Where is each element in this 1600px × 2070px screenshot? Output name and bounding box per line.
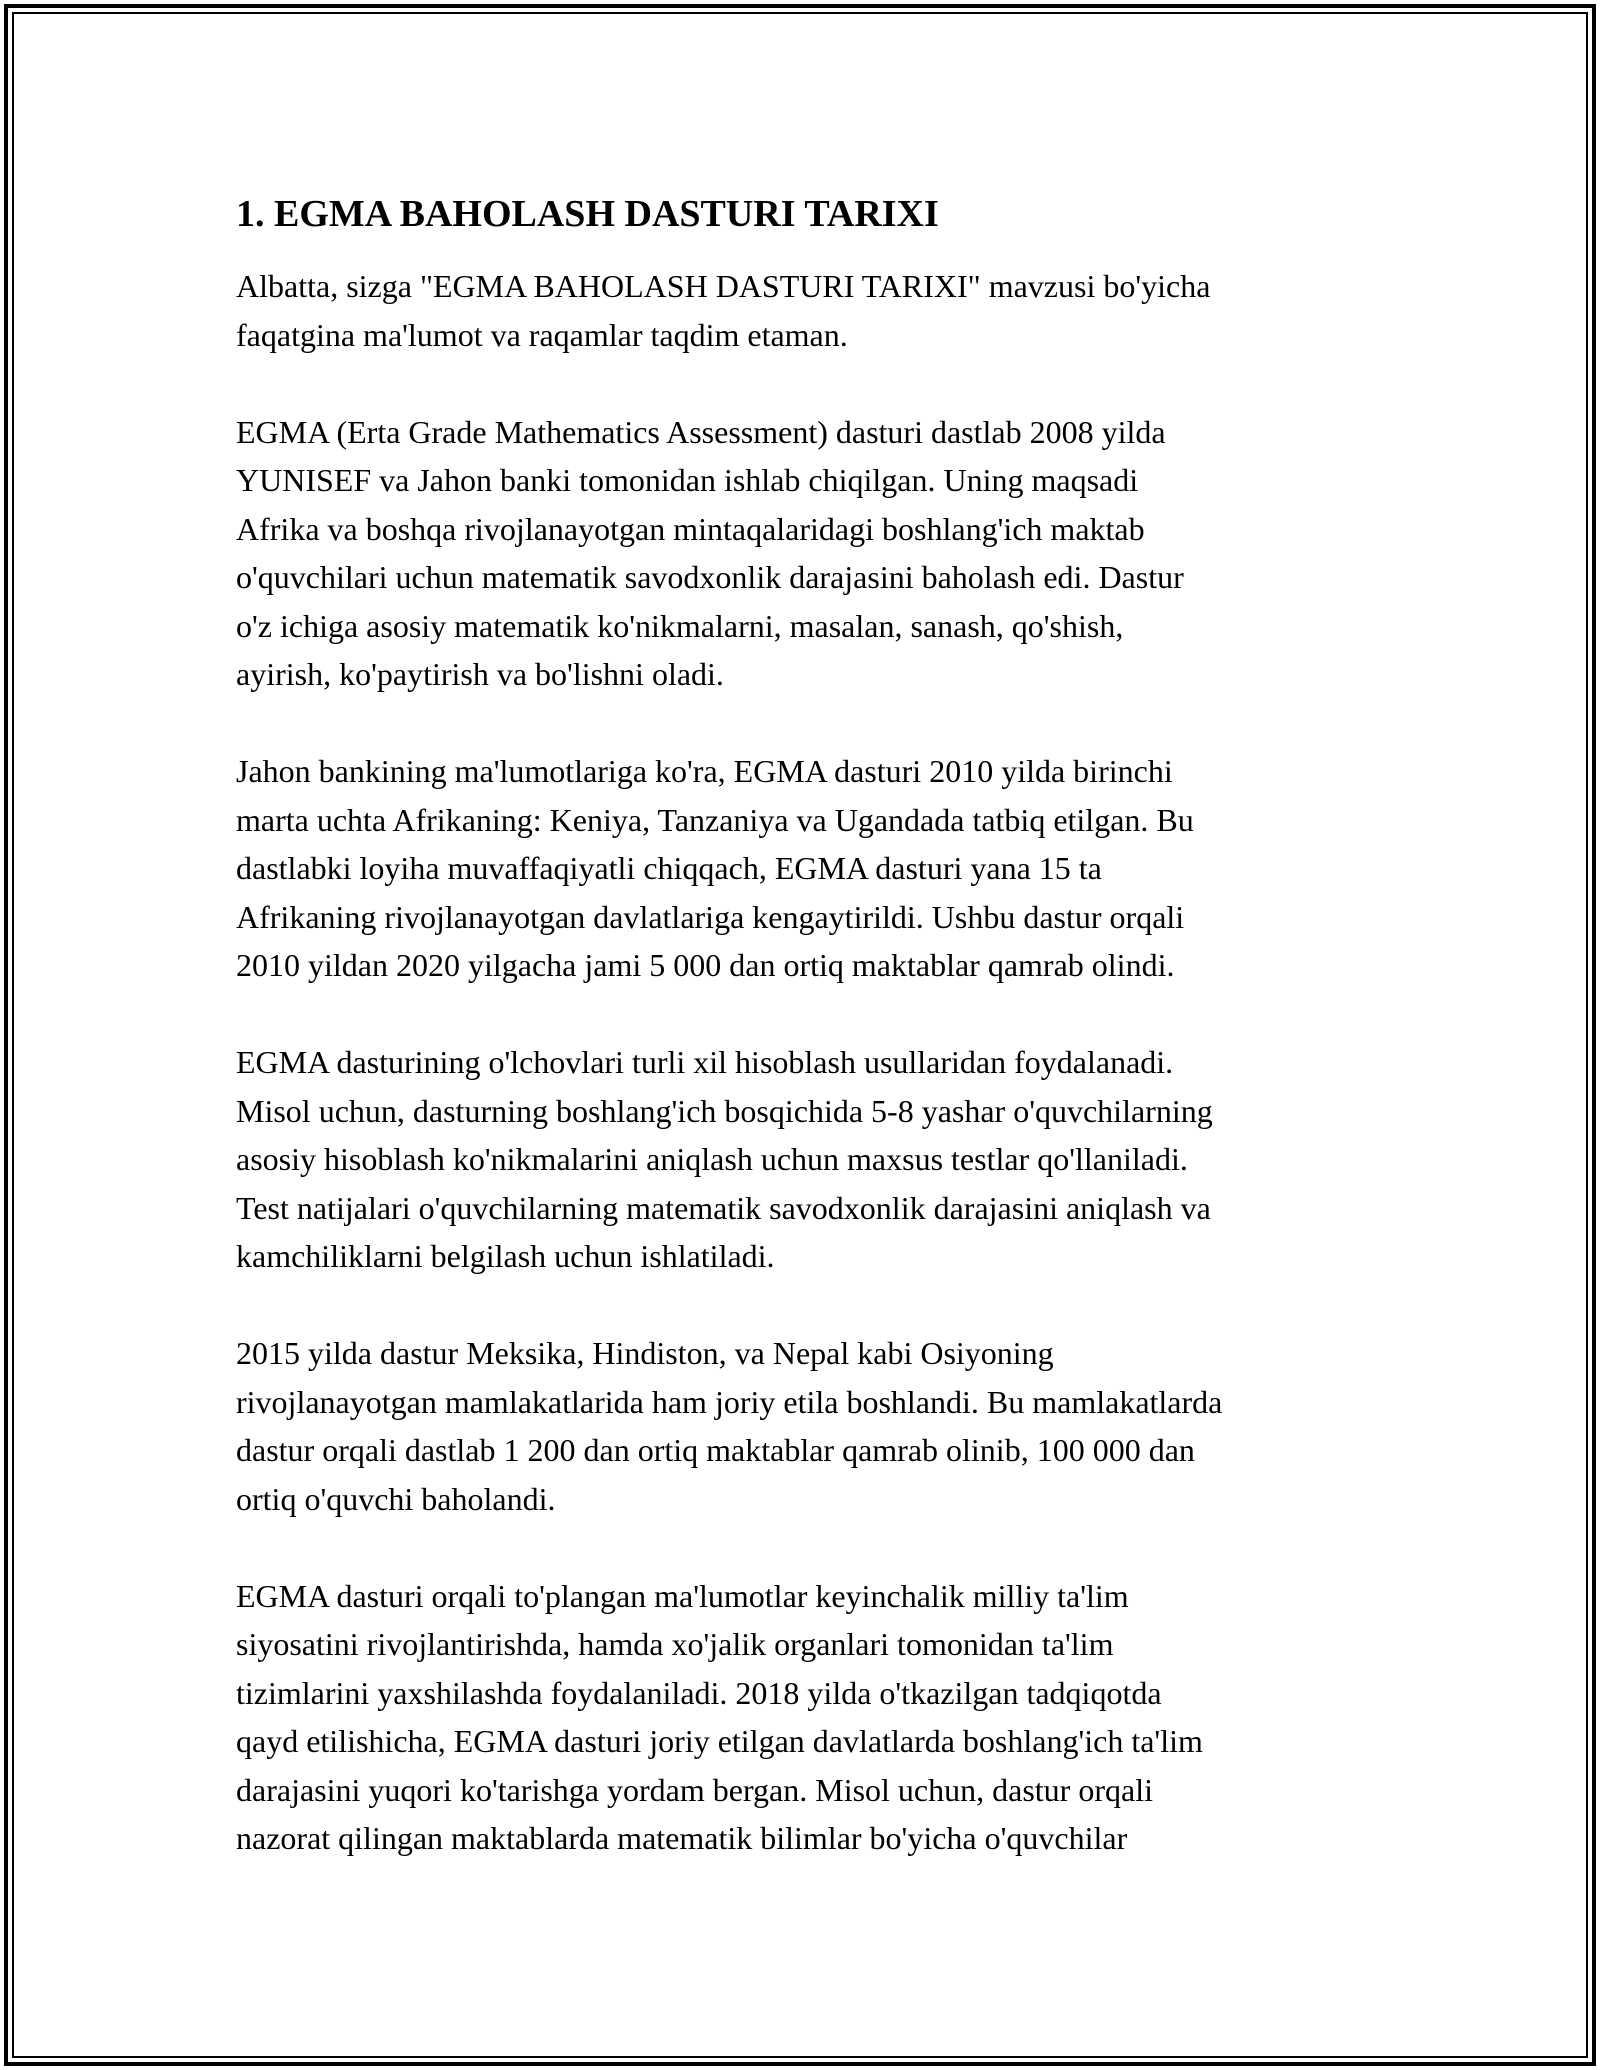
paragraph-line: tizimlarini yaxshilashda foydalaniladi. 2018 yilda o'tkazilgan tadqiqotda — [236, 1674, 1162, 1711]
paragraph-line: rivojlanayotgan mamlakatlarida ham joriy etila boshlandi. Bu mamlakatlarda — [236, 1383, 1223, 1420]
paragraph-line: siyosatini rivojlantirishda, hamda xo'jalik organlari tomonidan ta'lim — [236, 1626, 1114, 1662]
paragraph-3 — [236, 747, 1376, 990]
paragraph-line: EGMA (Erta Grade Mathematics Assessment) dasturi dastlab 2008 yilda — [236, 413, 1166, 450]
paragraph-6 — [236, 1572, 1376, 1863]
paragraph-line: asosiy hisoblash ko'nikmalarini aniqlash uchun maxsus testlar qo'llaniladi. — [236, 1141, 1188, 1177]
document-body — [236, 186, 1376, 1911]
paragraph-line: Albatta, sizga "EGMA BAHOLASH DASTURI TARIXI" mavzusi bo'yicha — [236, 268, 1211, 304]
paragraph-line: faqatgina ma'lumot va raqamlar taqdim etaman. — [236, 316, 848, 353]
paragraph-1 — [236, 262, 1376, 359]
paragraph-line: Test natijalari o'quvchilarning matematik savodxonlik darajasini aniqlash va — [236, 1189, 1211, 1226]
paragraph-line: marta uchta Afrikaning: Keniya, Tanzaniya va Ugandada tatbiq etilgan. Bu — [236, 801, 1194, 838]
paragraph-line: nazorat qilingan maktablarda matematik bilimlar bo'yicha o'quvchilar — [236, 1820, 1128, 1856]
paragraph-line: ayirish, ko'paytirish va bo'lishni oladi. — [236, 656, 724, 692]
paragraph-list — [236, 262, 1376, 1863]
paragraph-line: kamchiliklarni belgilash uchun ishlatiladi. — [236, 1238, 775, 1274]
paragraph-line: 2015 yilda dastur Meksika, Hindiston, va Nepal kabi Osiyoning — [236, 1335, 1054, 1371]
paragraph-line: Afrika va boshqa rivojlanayotgan mintaqalaridagi boshlang'ich maktab — [236, 510, 1145, 547]
paragraph-line: dastlabki loyiha muvaffaqiyatli chiqqach, EGMA dasturi yana 15 ta — [236, 850, 1102, 886]
paragraph-line: EGMA dasturi orqali to'plangan ma'lumotlar keyinchalik milliy ta'lim — [236, 1577, 1129, 1614]
paragraph-line: EGMA dasturining o'lchovlari turli xil hisoblash usullaridan foydalanadi. — [236, 1044, 1174, 1080]
paragraph-5 — [236, 1329, 1376, 1523]
paragraph-line: Jahon bankining ma'lumotlariga ko'ra, EGMA dasturi 2010 yilda birinchi — [236, 753, 1173, 789]
paragraph-line: qayd etilishicha, EGMA dasturi joriy etilgan davlatlarda boshlang'ich ta'lim — [236, 1723, 1203, 1759]
paragraph-2 — [236, 408, 1376, 699]
paragraph-line: YUNISEF va Jahon banki tomonidan ishlab chiqilgan. Uning maqsadi — [236, 462, 1139, 498]
paragraph-line: dastur orqali dastlab 1 200 dan ortiq maktablar qamrab olinib, 100 000 dan — [236, 1432, 1195, 1468]
paragraph-line: darajasini yuqori ko'tarishga yordam bergan. Misol uchun, dastur orqali — [236, 1771, 1153, 1808]
paragraph-line: o'quvchilari uchun matematik savodxonlik darajasini baholash edi. Dastur — [236, 559, 1184, 595]
document-title: 1. EGMA BAHOLASH DASTURI TARIXI — [236, 193, 939, 235]
paragraph-line: Afrikaning rivojlanayotgan davlatlariga kengaytirildi. Ushbu dastur orqali — [236, 898, 1185, 935]
paragraph-line: Misol uchun, dasturning boshlang'ich bosqichida 5-8 yashar o'quvchilarning — [236, 1092, 1213, 1129]
paragraph-line: 2010 yildan 2020 yilgacha jami 5 000 dan ortiq maktablar qamrab olindi. — [236, 947, 1175, 983]
paragraph-line: ortiq o'quvchi baholandi. — [236, 1480, 556, 1517]
paragraph-line: o'z ichiga asosiy matematik ko'nikmalarni, masalan, sanash, qo'shish, — [236, 607, 1124, 644]
paragraph-4 — [236, 1038, 1376, 1281]
